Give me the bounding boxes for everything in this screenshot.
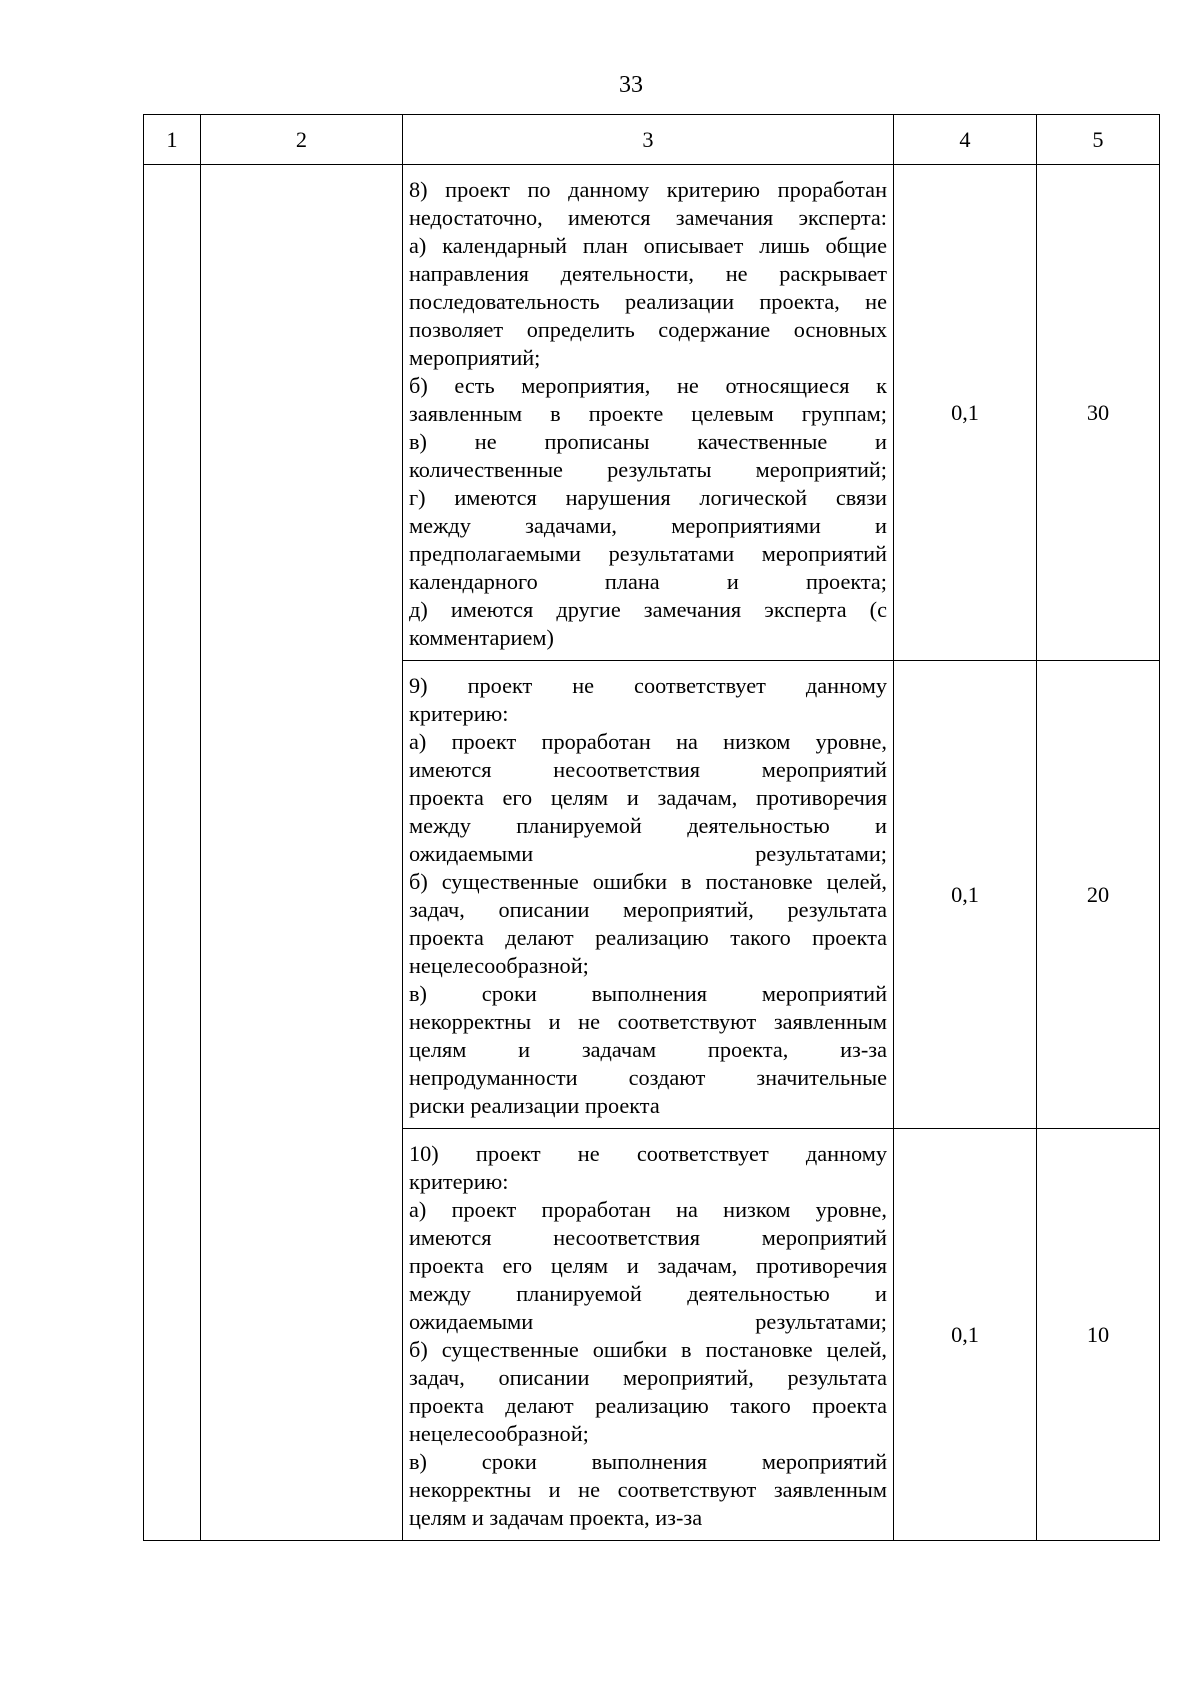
column-header-5: 5 — [1037, 115, 1160, 165]
description-line: предполагаемыми результатами мероприятий — [409, 541, 887, 566]
description-line: последовательность реализации проекта, не — [409, 289, 887, 314]
description-lines — [403, 1129, 893, 1540]
description-line: ожидаемыми результатами; — [409, 1309, 887, 1334]
description-line: недостаточно, имеются замечания эксперта: — [409, 205, 887, 230]
cell-col2-empty — [201, 165, 403, 1541]
description-line: проекта его целям и задачам, противоречия — [409, 1253, 887, 1278]
description-line: риски реализации проекта — [409, 1093, 660, 1118]
cell-col1-empty — [144, 165, 201, 1541]
description-line: имеются несоответствия мероприятий — [409, 757, 887, 782]
page-number: 33 — [619, 72, 643, 98]
description-line: критерию: — [409, 701, 509, 726]
description-line: задач, описании мероприятий, результата — [409, 897, 887, 922]
coefficient-cell: 0,1 — [894, 661, 1037, 1129]
criterion-description — [403, 1129, 894, 1541]
coefficient-cell: 0,1 — [894, 165, 1037, 661]
score-cell: 10 — [1037, 1129, 1160, 1541]
description-line: а) календарный план описывает лишь общие — [409, 233, 887, 258]
description-line: а) проект проработан на низком уровне, — [409, 1197, 887, 1222]
criteria-table — [143, 114, 1160, 1541]
description-line: проекта его целям и задачам, противоречия — [409, 785, 887, 810]
description-line: б) существенные ошибки в постановке целей, — [409, 869, 887, 894]
description-line: позволяет определить содержание основных — [409, 317, 887, 342]
description-line: критерию: — [409, 1169, 509, 1194]
description-line: 9) проект не соответствует данному — [409, 673, 887, 698]
description-line: между планируемой деятельностью и — [409, 1281, 887, 1306]
description-line: имеются несоответствия мероприятий — [409, 1225, 887, 1250]
description-lines — [403, 165, 893, 660]
description-line: в) не прописаны качественные и — [409, 429, 887, 454]
description-line: а) проект проработан на низком уровне, — [409, 729, 887, 754]
description-line: ожидаемыми результатами; — [409, 841, 887, 866]
description-line: б) есть мероприятия, не относящиеся к — [409, 373, 887, 398]
description-line: г) имеются нарушения логической связи — [409, 485, 887, 510]
description-line: задач, описании мероприятий, результата — [409, 1365, 887, 1390]
table-row — [144, 165, 1160, 661]
description-line: календарного плана и проекта; — [409, 569, 887, 594]
description-line: комментарием) — [409, 625, 554, 650]
description-line: проекта делают реализацию такого проекта — [409, 925, 887, 950]
description-line: непродуманности создают значительные — [409, 1065, 887, 1090]
description-line: некорректны и не соответствуют заявленным — [409, 1477, 887, 1502]
description-line: б) существенные ошибки в постановке целей, — [409, 1337, 887, 1362]
description-line: между планируемой деятельностью и — [409, 813, 887, 838]
description-line: целям и задачам проекта, из-за — [409, 1505, 703, 1530]
description-line: количественные результаты мероприятий; — [409, 457, 887, 482]
description-line: в) сроки выполнения мероприятий — [409, 981, 887, 1006]
column-header-4: 4 — [894, 115, 1037, 165]
description-line: целям и задачам проекта, из-за — [409, 1037, 887, 1062]
column-header-2: 2 — [201, 115, 403, 165]
description-lines — [403, 661, 893, 1128]
description-line: нецелесообразной; — [409, 953, 589, 978]
column-header-3: 3 — [403, 115, 894, 165]
description-line: проекта делают реализацию такого проекта — [409, 1393, 887, 1418]
criterion-description — [403, 165, 894, 661]
column-header-1: 1 — [144, 115, 201, 165]
description-line: между задачами, мероприятиями и — [409, 513, 887, 538]
description-line: мероприятий; — [409, 345, 541, 370]
description-line: некорректны и не соответствуют заявленным — [409, 1009, 887, 1034]
description-line: д) имеются другие замечания эксперта (с — [409, 597, 887, 622]
criterion-description — [403, 661, 894, 1129]
description-line: заявленным в проекте целевым группам; — [409, 401, 887, 426]
description-line: 10) проект не соответствует данному — [409, 1141, 887, 1166]
description-line: направления деятельности, не раскрывает — [409, 261, 887, 286]
score-cell: 20 — [1037, 661, 1160, 1129]
coefficient-cell: 0,1 — [894, 1129, 1037, 1541]
table-header-row — [144, 115, 1160, 165]
description-line: в) сроки выполнения мероприятий — [409, 1449, 887, 1474]
score-cell: 30 — [1037, 165, 1160, 661]
description-line: 8) проект по данному критерию проработан — [409, 177, 887, 202]
description-line: нецелесообразной; — [409, 1421, 589, 1446]
